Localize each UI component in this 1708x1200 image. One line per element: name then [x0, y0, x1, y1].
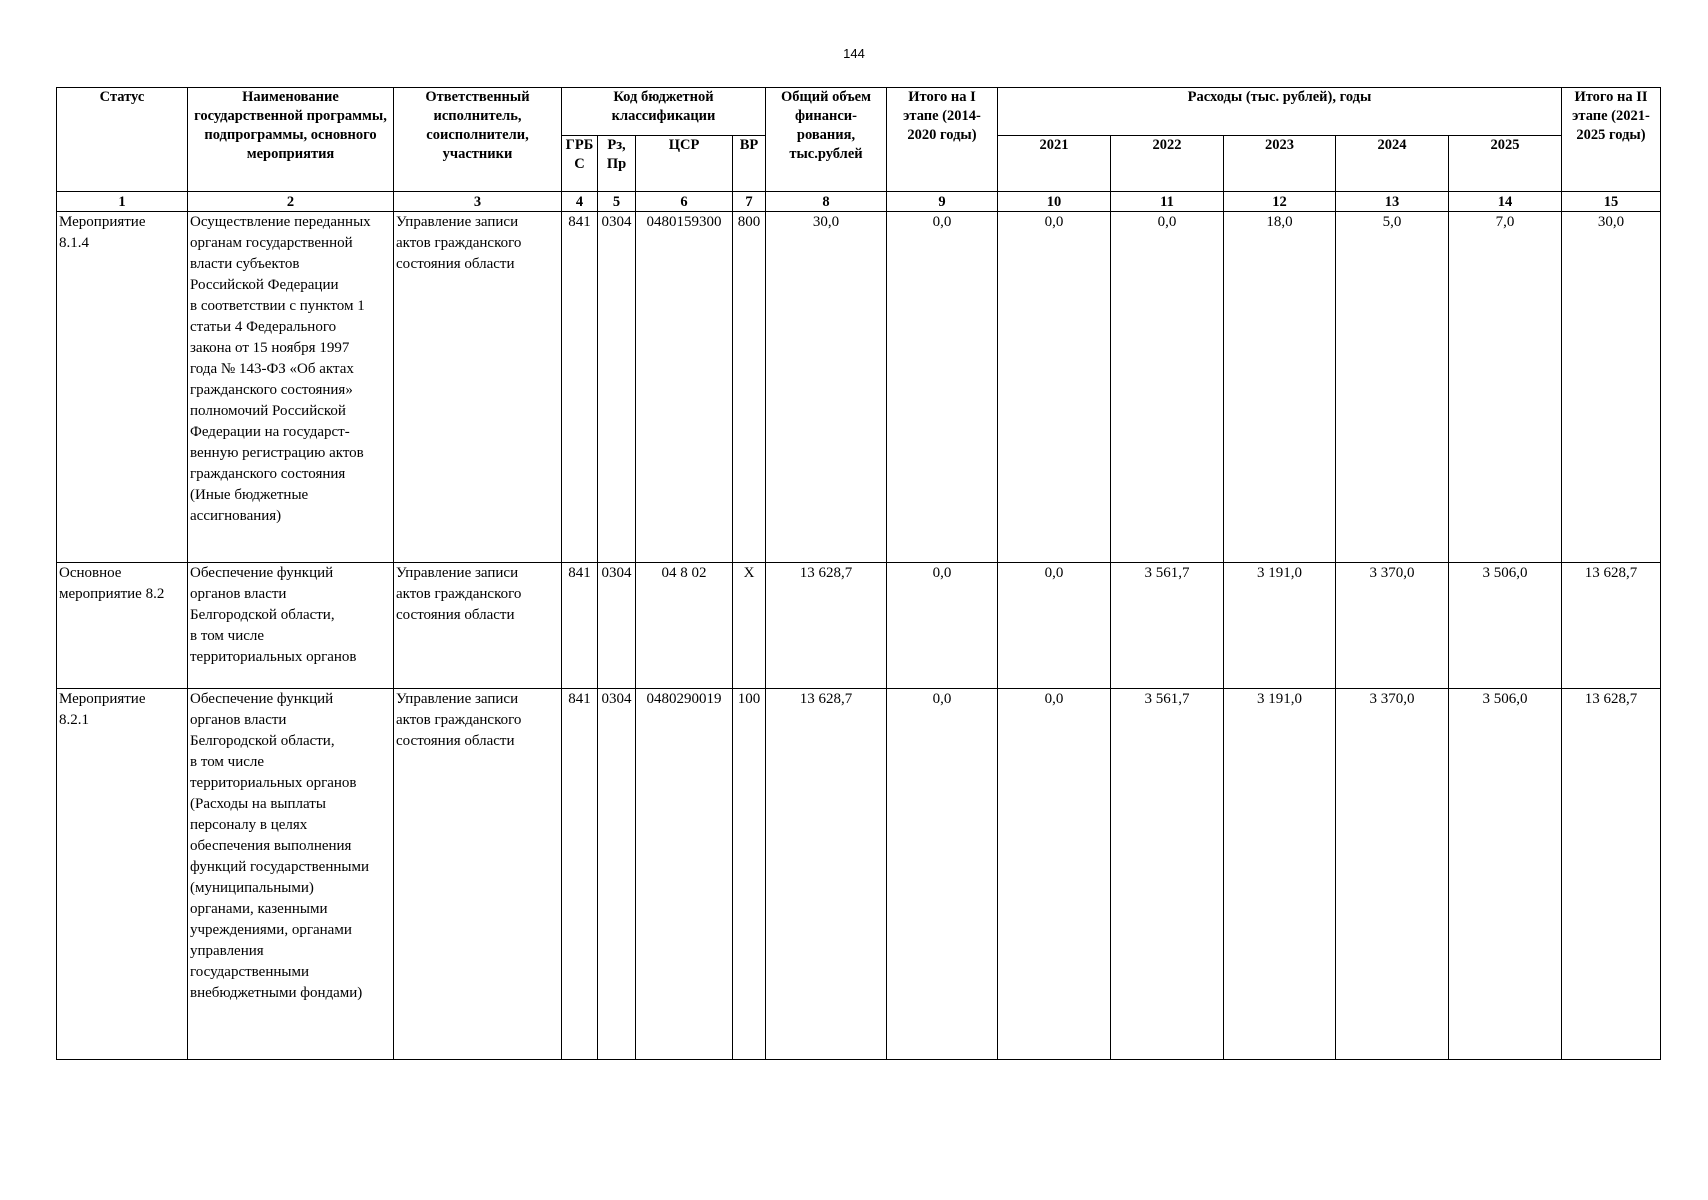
table-row: [57, 689, 1661, 1060]
row-2022: 0,0: [1111, 212, 1224, 563]
row-2022: 3 561,7: [1111, 563, 1224, 689]
header-total: Общий объем финанси- рования, тыс.рублей: [766, 88, 887, 192]
header-year-2023: 2023: [1224, 136, 1336, 192]
row-2025: 3 506,0: [1449, 689, 1562, 1060]
row-rzpr: 0304: [598, 689, 636, 1060]
row-rzpr: 0304: [598, 212, 636, 563]
row-2021: 0,0: [998, 689, 1111, 1060]
row-grbs: 841: [562, 212, 598, 563]
column-number: 7: [733, 192, 766, 212]
header-status: Статус: [57, 88, 188, 192]
row-2025: 3 506,0: [1449, 563, 1562, 689]
header-rzpr: Рз, Пр: [598, 136, 636, 192]
header-csr: ЦСР: [636, 136, 733, 192]
column-number: 3: [394, 192, 562, 212]
row-executor: Управление записи актов гражданского состояния области: [394, 689, 562, 1060]
header-year-2024: 2024: [1336, 136, 1449, 192]
column-number: 6: [636, 192, 733, 212]
row-stage1: 0,0: [887, 212, 998, 563]
header-stage2: Итого на II этапе (2021- 2025 годы): [1562, 88, 1661, 192]
row-grbs: 841: [562, 689, 598, 1060]
column-number: 15: [1562, 192, 1661, 212]
row-2024: 5,0: [1336, 212, 1449, 563]
row-rzpr: 0304: [598, 563, 636, 689]
row-2022: 3 561,7: [1111, 689, 1224, 1060]
row-2021: 0,0: [998, 563, 1111, 689]
header-code-group: Код бюджетной классификации: [562, 88, 766, 136]
table-row: [57, 212, 1661, 563]
header-year-2025: 2025: [1449, 136, 1562, 192]
row-vr: 100: [733, 689, 766, 1060]
row-vr: 800: [733, 212, 766, 563]
row-2023: 18,0: [1224, 212, 1336, 563]
row-name: Обеспечение функций органов власти Белгородской области, в том числе территориальных органов (Расходы на выплаты персоналу в целях обеспечения выполнения функций государственными (муниципальными) органами, казенными учреждениями, органами управления государственными внебюджетными фондами): [188, 689, 394, 1060]
header-year-2021: 2021: [998, 136, 1111, 192]
row-status: Мероприятие 8.1.4: [57, 212, 188, 563]
row-csr: 0480290019: [636, 689, 733, 1060]
row-status: Основное мероприятие 8.2: [57, 563, 188, 689]
row-2025: 7,0: [1449, 212, 1562, 563]
column-number: 12: [1224, 192, 1336, 212]
row-csr: 04 8 02: [636, 563, 733, 689]
row-total: 13 628,7: [766, 689, 887, 1060]
header-executor: Ответственный исполнитель, соисполнители, участники: [394, 88, 562, 192]
row-name: Осуществление переданных органам государственной власти субъектов Российской Федерации в соответствии с пунктом 1 статьи 4 Федерального закона от 15 ноября 1997 года № 143-ФЗ «Об актах гражданского состояния» полномочий Российской Федерации на государст- венную регистрацию актов гражданского состояния (Иные бюджетные ассигнования): [188, 212, 394, 563]
row-total: 13 628,7: [766, 563, 887, 689]
row-stage1: 0,0: [887, 689, 998, 1060]
column-number: 4: [562, 192, 598, 212]
header-stage1: Итого на I этапе (2014-2020 годы): [887, 88, 998, 192]
row-2023: 3 191,0: [1224, 689, 1336, 1060]
row-executor: Управление записи актов гражданского состояния области: [394, 563, 562, 689]
column-number: 2: [188, 192, 394, 212]
page-number: 144: [843, 46, 865, 61]
row-stage2: 30,0: [1562, 212, 1661, 563]
header-grbs: ГРБ С: [562, 136, 598, 192]
column-number: 11: [1111, 192, 1224, 212]
column-number: 14: [1449, 192, 1562, 212]
column-number: 9: [887, 192, 998, 212]
row-2024: 3 370,0: [1336, 563, 1449, 689]
row-stage2: 13 628,7: [1562, 563, 1661, 689]
table-row: [57, 563, 1661, 689]
header-vr: ВР: [733, 136, 766, 192]
header-name: Наименование государственной программы, подпрограммы, основного мероприятия: [188, 88, 394, 192]
budget-table: [56, 87, 1661, 1060]
row-executor: Управление записи актов гражданского состояния области: [394, 212, 562, 563]
column-number: 5: [598, 192, 636, 212]
column-number: 1: [57, 192, 188, 212]
row-status: Мероприятие 8.2.1: [57, 689, 188, 1060]
row-2024: 3 370,0: [1336, 689, 1449, 1060]
column-numbers-row: [57, 192, 1661, 212]
column-number: 10: [998, 192, 1111, 212]
column-number: 8: [766, 192, 887, 212]
header-year-2022: 2022: [1111, 136, 1224, 192]
row-stage1: 0,0: [887, 563, 998, 689]
row-csr: 0480159300: [636, 212, 733, 563]
row-total: 30,0: [766, 212, 887, 563]
column-number: 13: [1336, 192, 1449, 212]
row-name: Обеспечение функций органов власти Белгородской области, в том числе территориальных органов: [188, 563, 394, 689]
header-expenses-group: Расходы (тыс. рублей), годы: [998, 88, 1562, 136]
row-2021: 0,0: [998, 212, 1111, 563]
row-stage2: 13 628,7: [1562, 689, 1661, 1060]
row-2023: 3 191,0: [1224, 563, 1336, 689]
row-vr: Х: [733, 563, 766, 689]
row-grbs: 841: [562, 563, 598, 689]
